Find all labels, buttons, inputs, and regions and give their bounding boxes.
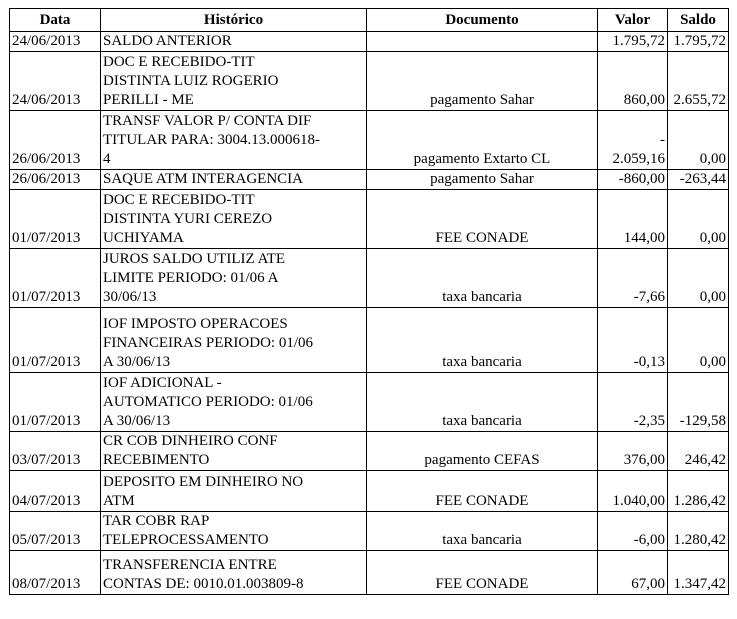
- historico-line: UCHIYAMA: [103, 230, 184, 246]
- historico-line: A 30/06/13: [103, 354, 171, 370]
- historico-line: RECEBIMENTO: [103, 452, 210, 468]
- cell-valor: [598, 471, 668, 512]
- historico-line: DEPOSITO EM DINHEIRO NO: [103, 474, 304, 490]
- historico-line: TELEPROCESSAMENTO: [103, 532, 269, 548]
- cell-data: 01/07/2013: [10, 249, 101, 308]
- valor-line: -860,00: [618, 171, 665, 187]
- table-row: [10, 471, 729, 512]
- cell-data: 05/07/2013: [10, 512, 101, 551]
- historico-line: DOC E RECEBIDO-TIT: [103, 54, 255, 70]
- historico-line: IOF IMPOSTO OPERACOES: [103, 316, 288, 332]
- historico-line: FINANCEIRAS PERIODO: 01/06: [103, 335, 314, 351]
- cell-historico: [101, 512, 367, 551]
- valor-line: 2.059,16: [612, 151, 665, 167]
- table-row: [10, 551, 729, 595]
- historico-line: LIMITE PERIODO: 01/06 A: [103, 270, 279, 286]
- cell-data: 03/07/2013: [10, 432, 101, 471]
- table-row: [10, 373, 729, 432]
- cell-saldo: 1.347,42: [668, 551, 729, 595]
- cell-historico: [101, 170, 367, 190]
- statement-body: [10, 32, 729, 595]
- cell-saldo: 1.795,72: [668, 32, 729, 52]
- historico-line: TRANSF VALOR P/ CONTA DIF: [103, 113, 312, 129]
- cell-saldo: 0,00: [668, 111, 729, 170]
- historico-line: TRANSFERENCIA ENTRE: [103, 557, 277, 573]
- cell-valor: [598, 111, 668, 170]
- cell-saldo: -263,44: [668, 170, 729, 190]
- cell-historico: [101, 551, 367, 595]
- table-row: [10, 52, 729, 111]
- historico-line: DISTINTA YURI CEREZO: [103, 211, 273, 227]
- header-saldo: Saldo: [668, 9, 729, 32]
- cell-documento: [367, 32, 598, 52]
- cell-data: 24/06/2013: [10, 32, 101, 52]
- cell-documento: taxa bancaria: [367, 249, 598, 308]
- historico-line: ATM: [103, 493, 135, 509]
- cell-valor: [598, 512, 668, 551]
- cell-saldo: -129,58: [668, 373, 729, 432]
- cell-saldo: 1.280,42: [668, 512, 729, 551]
- historico-line: 30/06/13: [103, 289, 157, 305]
- cell-saldo: 1.286,42: [668, 471, 729, 512]
- historico-line: AUTOMATICO PERIODO: 01/06: [103, 394, 313, 410]
- cell-saldo: 2.655,72: [668, 52, 729, 111]
- cell-saldo: 246,42: [668, 432, 729, 471]
- valor-line: 860,00: [623, 92, 665, 108]
- valor-line: -2,35: [633, 413, 665, 429]
- cell-saldo: 0,00: [668, 190, 729, 249]
- valor-line: 144,00: [623, 230, 665, 246]
- cell-documento: FEE CONADE: [367, 551, 598, 595]
- cell-documento: taxa bancaria: [367, 373, 598, 432]
- header-historico: Histórico: [101, 9, 367, 32]
- cell-historico: [101, 373, 367, 432]
- historico-line: CONTAS DE: 0010.01.003809-8: [103, 576, 304, 592]
- historico-line: SALDO ANTERIOR: [103, 33, 232, 49]
- historico-line: DISTINTA LUIZ ROGERIO: [103, 73, 279, 89]
- header-data: Data: [10, 9, 101, 32]
- cell-historico: [101, 111, 367, 170]
- cell-documento: taxa bancaria: [367, 512, 598, 551]
- historico-line: A 30/06/13: [103, 413, 171, 429]
- valor-line: 376,00: [623, 452, 665, 468]
- table-row: [10, 170, 729, 190]
- cell-valor: [598, 190, 668, 249]
- historico-line: SAQUE ATM INTERAGENCIA: [103, 171, 303, 187]
- historico-line: DOC E RECEBIDO-TIT: [103, 192, 255, 208]
- cell-data: 04/07/2013: [10, 471, 101, 512]
- cell-valor: [598, 373, 668, 432]
- historico-line: JUROS SALDO UTILIZ ATE: [103, 251, 286, 267]
- cell-documento: pagamento Sahar: [367, 170, 598, 190]
- cell-historico: [101, 52, 367, 111]
- cell-saldo: 0,00: [668, 308, 729, 373]
- valor-line: 1.795,72: [612, 33, 665, 49]
- table-row: [10, 432, 729, 471]
- cell-historico: [101, 190, 367, 249]
- historico-line: TAR COBR RAP: [103, 513, 210, 529]
- cell-valor: [598, 52, 668, 111]
- cell-valor: [598, 249, 668, 308]
- cell-historico: [101, 32, 367, 52]
- cell-valor: [598, 308, 668, 373]
- cell-data: 08/07/2013: [10, 551, 101, 595]
- header-valor: Valor: [598, 9, 668, 32]
- valor-line: -6,00: [633, 532, 665, 548]
- historico-line: 4: [103, 151, 111, 167]
- table-row: [10, 190, 729, 249]
- valor-line: -: [660, 132, 665, 148]
- cell-documento: FEE CONADE: [367, 471, 598, 512]
- cell-documento: pagamento CEFAS: [367, 432, 598, 471]
- cell-historico: [101, 249, 367, 308]
- cell-valor: [598, 551, 668, 595]
- table-row: [10, 249, 729, 308]
- cell-documento: pagamento Sahar: [367, 52, 598, 111]
- cell-data: 24/06/2013: [10, 52, 101, 111]
- table-row: [10, 512, 729, 551]
- cell-valor: [598, 32, 668, 52]
- historico-line: TITULAR PARA: 3004.13.000618-: [103, 132, 320, 148]
- cell-data: 26/06/2013: [10, 111, 101, 170]
- cell-historico: [101, 432, 367, 471]
- cell-data: 01/07/2013: [10, 308, 101, 373]
- valor-line: 67,00: [631, 576, 665, 592]
- cell-documento: FEE CONADE: [367, 190, 598, 249]
- valor-line: -0,13: [633, 354, 665, 370]
- cell-valor: [598, 432, 668, 471]
- historico-line: PERILLI - ME: [103, 92, 194, 108]
- cell-saldo: 0,00: [668, 249, 729, 308]
- header-row: [10, 9, 729, 32]
- cell-historico: [101, 308, 367, 373]
- table-row: [10, 111, 729, 170]
- cell-data: 26/06/2013: [10, 170, 101, 190]
- historico-line: IOF ADICIONAL -: [103, 375, 222, 391]
- historico-line: CR COB DINHEIRO CONF: [103, 433, 278, 449]
- cell-historico: [101, 471, 367, 512]
- cell-data: 01/07/2013: [10, 373, 101, 432]
- cell-documento: taxa bancaria: [367, 308, 598, 373]
- table-row: [10, 308, 729, 373]
- valor-line: 1.040,00: [612, 493, 665, 509]
- header-documento: Documento: [367, 9, 598, 32]
- valor-line: -7,66: [633, 289, 665, 305]
- statement-table: [9, 8, 729, 595]
- cell-documento: pagamento Extarto CL: [367, 111, 598, 170]
- cell-valor: [598, 170, 668, 190]
- cell-data: 01/07/2013: [10, 190, 101, 249]
- table-row: [10, 32, 729, 52]
